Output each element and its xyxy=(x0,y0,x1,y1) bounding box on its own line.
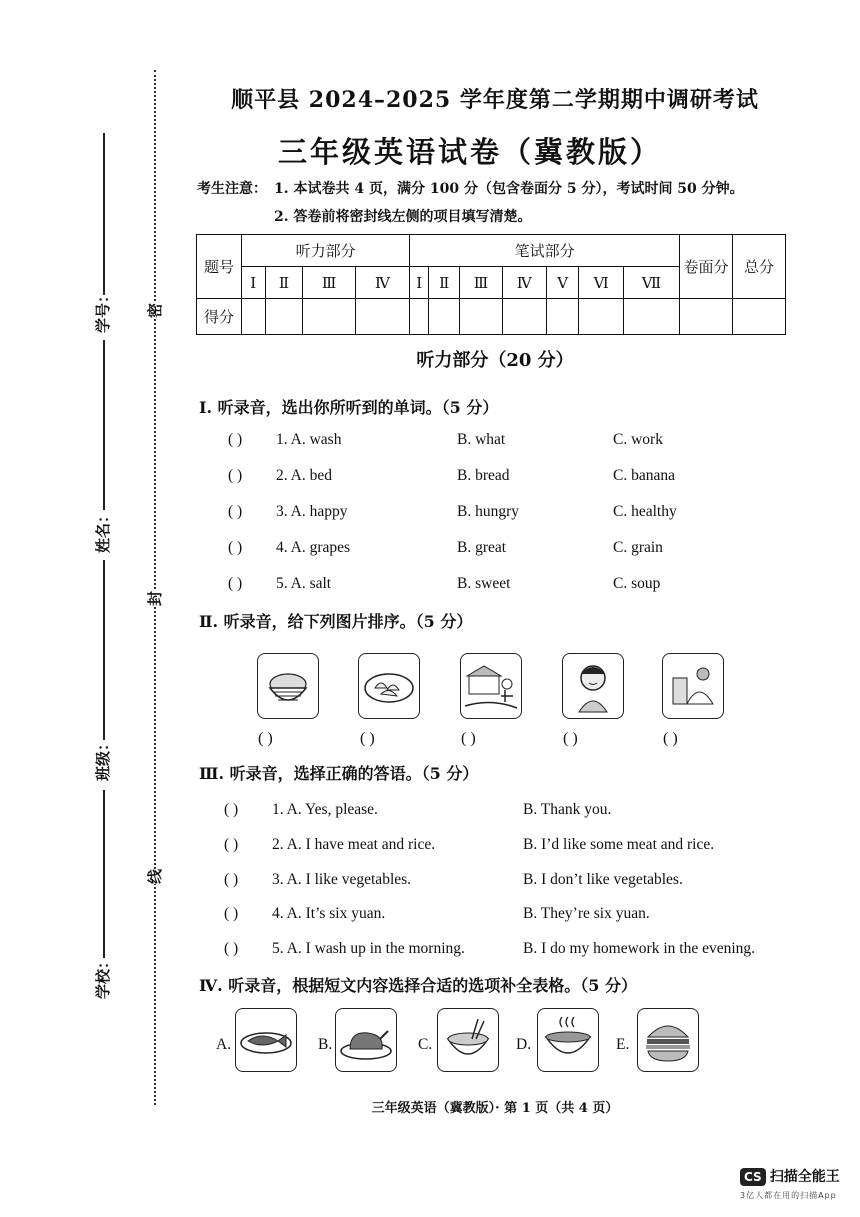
groceries-image xyxy=(662,653,724,719)
q1-3-a: 3. A. happy xyxy=(276,503,348,520)
q-label: 题号 xyxy=(197,235,242,299)
writing-col: Ⅵ xyxy=(579,267,623,299)
q3-5-paren[interactable]: ( ) xyxy=(224,940,239,957)
score-cell[interactable] xyxy=(429,299,460,335)
q3-5-a: 5. A. I wash up in the morning. xyxy=(272,940,465,957)
q3-4-paren[interactable]: ( ) xyxy=(224,905,239,922)
hamburger-image xyxy=(637,1008,699,1072)
q3-1-paren[interactable]: ( ) xyxy=(224,801,239,818)
note-line-1: 1. 本试卷共 4 页，满分 100 分（包含卷面分 5 分），考试时间 50 分钟。 xyxy=(274,181,744,197)
writing-col: Ⅶ xyxy=(623,267,679,299)
section2-title: Ⅱ. 听录音，给下列图片排序。（5 分） xyxy=(199,612,473,631)
q1-5-a: 5. A. salt xyxy=(276,575,332,592)
q3-3-paren[interactable]: ( ) xyxy=(224,871,239,888)
name-label: 姓名： xyxy=(94,507,113,554)
score-cell[interactable] xyxy=(579,299,623,335)
q1-3-c: C. healthy xyxy=(613,503,677,520)
q1-1-paren[interactable]: ( ) xyxy=(228,431,243,448)
total-header: 总分 xyxy=(733,235,786,299)
paper-subtitle: 三年级英语试卷（冀教版） xyxy=(277,135,662,169)
q1-3-b: B. hungry xyxy=(457,503,519,520)
score-cell[interactable] xyxy=(733,299,786,335)
q3-4-a: 4. A. It’s six yuan. xyxy=(272,905,386,922)
q1-3-paren[interactable]: ( ) xyxy=(228,503,243,520)
scanner-app-name: 扫描全能王 xyxy=(769,1169,840,1185)
q3-1-a: 1. A. Yes, please. xyxy=(272,801,378,818)
q3-5-b: B. I do my homework in the evening. xyxy=(523,940,756,957)
score-cell[interactable] xyxy=(303,299,355,335)
listening-header: 听力部分 xyxy=(242,235,410,267)
class-label: 班级： xyxy=(94,735,113,782)
seal-char-mi: 密 xyxy=(146,302,165,319)
option-a-label: A. xyxy=(216,1036,232,1053)
q3-2-paren[interactable]: ( ) xyxy=(224,836,239,853)
pic5-blank[interactable]: ( ) xyxy=(663,730,678,747)
name-line[interactable] xyxy=(103,560,105,740)
option-c-label: C. xyxy=(418,1036,433,1053)
q1-1-c: C. work xyxy=(613,431,663,448)
roast-chicken-image xyxy=(335,1008,397,1072)
writing-col: Ⅰ xyxy=(410,267,429,299)
note-label: 考生注意： xyxy=(197,181,267,197)
listening-col: Ⅰ xyxy=(242,267,266,299)
section4-title: Ⅳ. 听录音，根据短文内容选择合适的选项补全表格。（5 分） xyxy=(199,976,638,995)
score-cell[interactable] xyxy=(265,299,303,335)
scanner-tagline: 3亿人都在用的扫描App xyxy=(740,1191,837,1200)
score-cell[interactable] xyxy=(460,299,503,335)
pic4-blank[interactable]: ( ) xyxy=(563,730,578,747)
class-line[interactable] xyxy=(103,790,105,958)
score-cell[interactable] xyxy=(410,299,429,335)
dumplings-image xyxy=(358,653,420,719)
score-cell[interactable] xyxy=(242,299,266,335)
q3-3-b: B. I don’t like vegetables. xyxy=(523,871,683,888)
q1-2-paren[interactable]: ( ) xyxy=(228,467,243,484)
score-cell[interactable] xyxy=(502,299,546,335)
q1-4-paren[interactable]: ( ) xyxy=(228,539,243,556)
score-label: 得分 xyxy=(197,299,242,335)
q3-3-a: 3. A. I like vegetables. xyxy=(272,871,412,888)
writing-col: Ⅲ xyxy=(460,267,503,299)
writing-col: Ⅴ xyxy=(546,267,579,299)
student-no-label: 学号： xyxy=(94,287,113,334)
q3-2-a: 2. A. I have meat and rice. xyxy=(272,836,436,853)
q1-1-a: 1. A. wash xyxy=(276,431,342,448)
q1-4-b: B. great xyxy=(457,539,507,556)
neatness-header: 卷面分 xyxy=(680,235,733,299)
noodles-bowl-image xyxy=(437,1008,499,1072)
q1-2-b: B. bread xyxy=(457,467,510,484)
writing-col: Ⅱ xyxy=(429,267,460,299)
seal-dotted-line xyxy=(154,70,156,1105)
listening-col: Ⅱ xyxy=(265,267,303,299)
listening-col: Ⅲ xyxy=(303,267,355,299)
school-scene-image xyxy=(460,653,522,719)
boy-eating-image xyxy=(562,653,624,719)
scanner-watermark xyxy=(740,1166,840,1201)
school-label: 学校： xyxy=(94,953,113,1000)
section1-title: Ⅰ. 听录音，选出你所听到的单词。（5 分） xyxy=(199,398,499,417)
q3-4-b: B. They’re six yuan. xyxy=(523,905,650,922)
pic3-blank[interactable]: ( ) xyxy=(461,730,476,747)
q1-5-c: C. soup xyxy=(613,575,661,592)
student-no-line[interactable] xyxy=(103,133,105,295)
page-footer: 三年级英语（冀教版）· 第 1 页（共 4 页） xyxy=(371,1101,619,1116)
option-b-label: B. xyxy=(318,1036,333,1053)
listening-section-title: 听力部分（20 分） xyxy=(416,350,574,371)
rice-bowl-image xyxy=(257,653,319,719)
q3-1-b: B. Thank you. xyxy=(523,801,612,818)
q3-2-b: B. I’d like some meat and rice. xyxy=(523,836,715,853)
score-cell[interactable] xyxy=(546,299,579,335)
score-cell[interactable] xyxy=(355,299,409,335)
q1-5-b: B. sweet xyxy=(457,575,511,592)
listening-col: Ⅳ xyxy=(355,267,409,299)
fish-dish-image xyxy=(235,1008,297,1072)
q1-4-a: 4. A. grapes xyxy=(276,539,351,556)
writing-header: 笔试部分 xyxy=(410,235,680,267)
q1-2-c: C. banana xyxy=(613,467,675,484)
seal-char-feng: 封 xyxy=(146,590,165,607)
pic1-blank[interactable]: ( ) xyxy=(258,730,273,747)
exam-title: 顺平县 2024–2025 学年度第二学期期中调研考试 xyxy=(231,87,759,113)
q1-5-paren[interactable]: ( ) xyxy=(228,575,243,592)
section3-title: Ⅲ. 听录音，选择正确的答语。（5 分） xyxy=(199,764,479,783)
note-line-2: 2. 答卷前将密封线左侧的项目填写清楚。 xyxy=(274,209,532,225)
scanner-logo-icon: CS xyxy=(740,1168,766,1186)
option-d-label: D. xyxy=(516,1036,532,1053)
writing-col: Ⅳ xyxy=(502,267,546,299)
q1-4-c: C. grain xyxy=(613,539,663,556)
q1-1-b: B. what xyxy=(457,431,506,448)
score-cell[interactable] xyxy=(680,299,733,335)
q1-2-a: 2. A. bed xyxy=(276,467,332,484)
soup-bowl-image xyxy=(537,1008,599,1072)
option-e-label: E. xyxy=(616,1036,630,1053)
seal-char-xian: 线 xyxy=(146,868,165,885)
score-cell[interactable] xyxy=(623,299,679,335)
pic2-blank[interactable]: ( ) xyxy=(360,730,375,747)
score-table xyxy=(196,234,786,335)
